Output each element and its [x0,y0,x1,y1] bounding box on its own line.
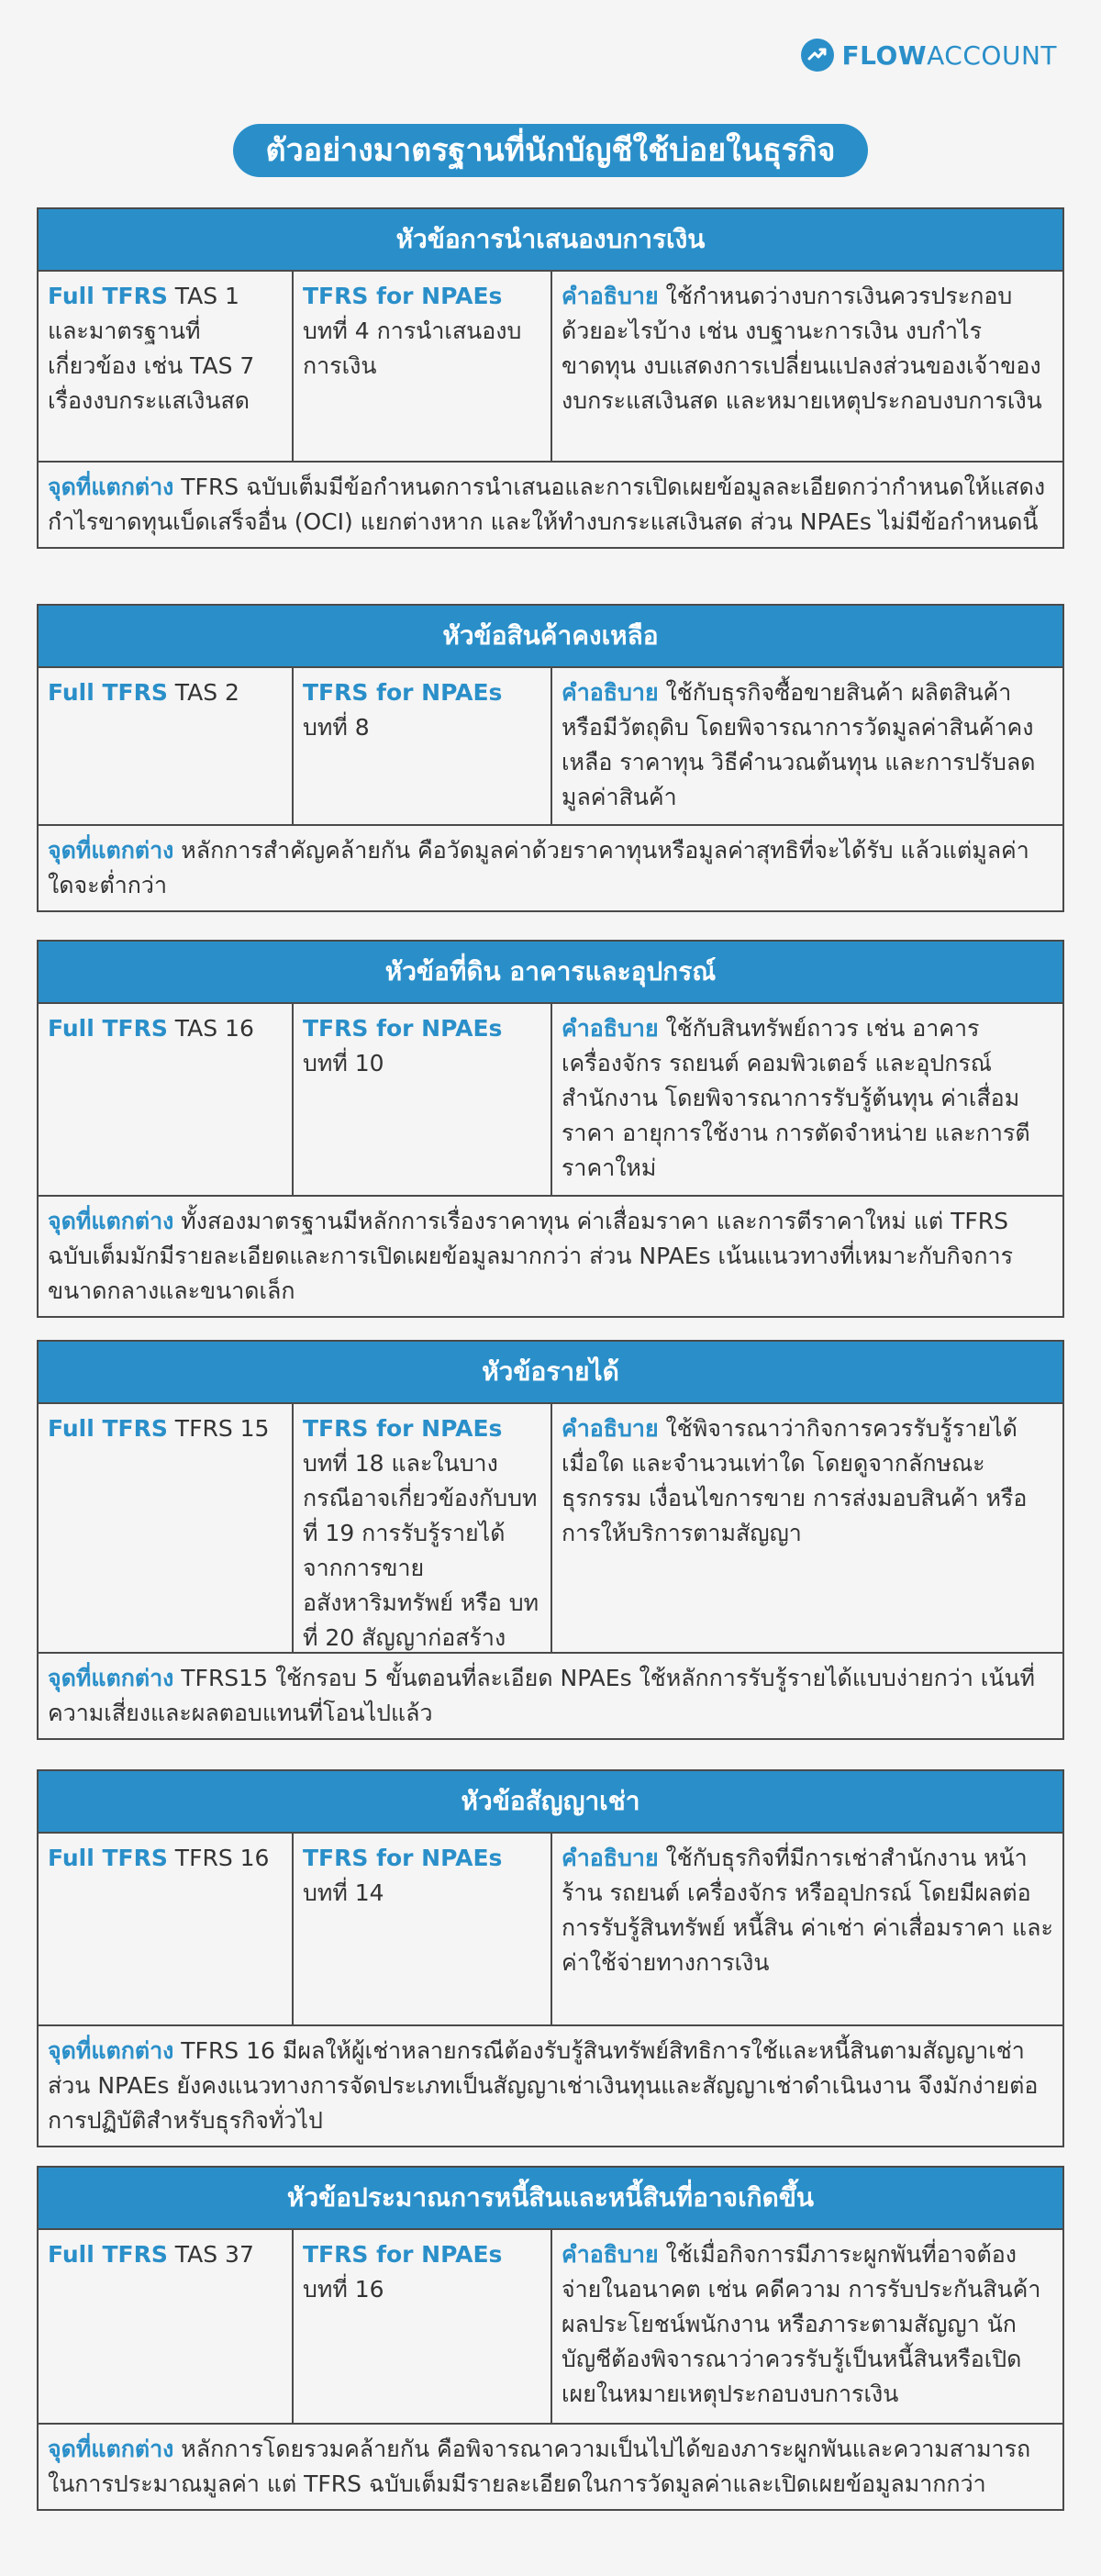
section-heading: หัวข้อที่ดิน อาคารและอุปกรณ์ [39,942,1062,1004]
full-tfrs-cell [39,1404,294,1652]
description-cell [552,1404,1062,1652]
difference-cell [39,1654,1062,1738]
npae-text: บทที่ 10 [303,1050,384,1076]
full-tfrs-text: TFRS 15 [167,1415,270,1442]
difference-text: TFRS ฉบับเต็มมีข้อกำหนดการนำเสนอและการเปิดเผยข้อมูลละเอียดกว่ากำหนดให้แสดงกำไรขาดทุนเบ็ดเสร็จอื่น (OCI) แยกต่างหาก และให้ทำงบกระแสเงินสด ส่วน NPAEs ไม่มีข้อกำหนดนี้ [48,474,1046,535]
full-tfrs-label: Full TFRS [48,1415,168,1442]
description-text: ใช้เมื่อกิจการมีภาระผูกพันที่อาจต้องจ่ายในอนาคต เช่น คดีความ การรับประกันสินค้า ผลประโยชน์พนักงาน หรือภาระตามสัญญา นักบัญชีต้องพิจารณาว่าควรรับรู้เป็นหนี้สินหรือเปิดเผยในหมายเหตุประกอบงบการเงิน [562,2241,1041,2407]
npae-label: TFRS for NPAEs [303,1015,503,1042]
npae-label: TFRS for NPAEs [303,679,503,706]
section-heading: หัวข้อสินค้าคงเหลือ [39,606,1062,668]
description-cell [552,272,1062,461]
npae-cell [294,668,552,824]
full-tfrs-cell [39,1004,294,1195]
difference-text: หลักการโดยรวมคล้ายกัน คือพิจารณาความเป็นไปได้ของภาระผูกพันและความสามารถในการประมาณมูลค่า แต่ TFRS ฉบับเต็มมีรายละเอียดในการวัดมูลค่าและเปิดเผยข้อมูลมากกว่า [48,2436,1031,2497]
full-tfrs-label: Full TFRS [48,2241,168,2268]
full-tfrs-cell [39,1834,294,2024]
section-property-plant-equipment [37,940,1064,1318]
full-tfrs-label: Full TFRS [48,283,168,309]
difference-label: จุดที่แตกต่าง [48,474,174,500]
description-label: คำอธิบาย [562,1845,659,1871]
description-cell [552,2230,1062,2423]
difference-cell [39,1197,1062,1316]
full-tfrs-cell [39,2230,294,2423]
description-label: คำอธิบาย [562,1015,659,1042]
difference-text: TFRS15 ใช้กรอบ 5 ขั้นตอนที่ละเอียด NPAEs ใช้หลักการรับรู้รายได้แบบง่ายกว่า เน้นที่ความเสี่ยงและผลตอบแทนที่โอนไปแล้ว [48,1665,1036,1726]
brand-name: FLOWACCOUNT [841,39,1057,71]
full-tfrs-text: TAS 16 [167,1015,254,1042]
section-provisions-contingent-liabilities [37,2166,1064,2511]
full-tfrs-label: Full TFRS [48,1845,168,1871]
section-heading: หัวข้อสัญญาเช่า [39,1771,1062,1834]
title-wrapper [0,124,1101,177]
description-text: ใช้พิจารณาว่ากิจการควรรับรู้รายได้เมื่อใด และจำนวนเท่าใด โดยดูจากลักษณะธุรกรรม เงื่อนไขการขาย การส่งมอบสินค้า หรือการให้บริการตามสัญญา [562,1415,1028,1546]
full-tfrs-label: Full TFRS [48,679,168,706]
difference-label: จุดที่แตกต่าง [48,1208,174,1234]
full-tfrs-cell [39,668,294,824]
difference-label: จุดที่แตกต่าง [48,2037,174,2064]
difference-text: หลักการสำคัญคล้ายกัน คือวัดมูลค่าด้วยราคาทุนหรือมูลค่าสุทธิที่จะได้รับ แล้วแต่มูลค่าใดจะต่ำกว่า [48,837,1029,898]
npae-text: บทที่ 8 [303,714,370,741]
difference-text: ทั้งสองมาตรฐานมีหลักการเรื่องราคาทุน ค่าเสื่อมราคา และการตีราคาใหม่ แต่ TFRS ฉบับเต็มมักมีรายละเอียดและการเปิดเผยข้อมูลมากกว่า ส่วน NPAEs เน้นแนวทางที่เหมาะกับกิจการขนาดกลางและขนาดเล็ก [48,1208,1014,1304]
full-tfrs-text: TFRS 16 [167,1845,270,1871]
section-inventories [37,604,1064,912]
npae-cell [294,1404,552,1652]
npae-cell [294,1004,552,1195]
npae-label: TFRS for NPAEs [303,2241,503,2268]
full-tfrs-label: Full TFRS [48,1015,168,1042]
description-label: คำอธิบาย [562,283,659,309]
difference-cell [39,2026,1062,2146]
standards-row [39,2230,1062,2425]
difference-cell [39,826,1062,910]
description-label: คำอธิบาย [562,679,659,706]
npae-label: TFRS for NPAEs [303,1415,503,1442]
section-heading: หัวข้อการนำเสนองบการเงิน [39,209,1062,272]
npae-label: TFRS for NPAEs [303,283,503,309]
full-tfrs-text: TAS 2 [167,679,239,706]
section-heading: หัวข้อรายได้ [39,1342,1062,1404]
chart-arrow-icon [801,39,834,72]
difference-label: จุดที่แตกต่าง [48,1665,174,1691]
npae-label: TFRS for NPAEs [303,1845,503,1871]
standards-row [39,1834,1062,2026]
description-label: คำอธิบาย [562,2241,659,2268]
difference-label: จุดที่แตกต่าง [48,2436,174,2462]
description-text: ใช้กับธุรกิจซื้อขายสินค้า ผลิตสินค้า หรือมีวัตถุดิบ โดยพิจารณาการวัดมูลค่าสินค้าคงเหลือ ราคาทุน วิธีคำนวณต้นทุน และการปรับลดมูลค่าสินค้า [562,679,1036,810]
npae-text: บทที่ 18 และในบางกรณีอาจเกี่ยวข้องกับบทที่ 19 การรับรู้รายได้จากการขายอสังหาริมทรัพย์ หรือ บทที่ 20 สัญญาก่อสร้าง [303,1450,539,1651]
description-text: ใช้กำหนดว่างบการเงินควรประกอบด้วยอะไรบ้าง เช่น งบฐานะการเงิน งบกำไรขาดทุน งบแสดงการเปลี่ยนแปลงส่วนของเจ้าของ งบกระแสเงินสด และหมายเหตุประกอบงบการเงิน [562,283,1042,414]
difference-cell [39,2425,1062,2509]
npae-cell [294,2230,552,2423]
description-cell [552,1004,1062,1195]
description-text: ใช้กับสินทรัพย์ถาวร เช่น อาคาร เครื่องจักร รถยนต์ คอมพิวเตอร์ และอุปกรณ์สำนักงาน โดยพิจารณาการรับรู้ต้นทุน ค่าเสื่อมราคา อายุการใช้งาน การตัดจำหน่าย และการตีราคาใหม่ [562,1015,1030,1181]
full-tfrs-text: TAS 37 [167,2241,254,2268]
standards-row [39,1404,1062,1654]
standards-row [39,1004,1062,1197]
difference-text: TFRS 16 มีผลให้ผู้เช่าหลายกรณีต้องรับรู้สินทรัพย์สิทธิการใช้และหนี้สินตามสัญญาเช่า ส่วน NPAEs ยังคงแนวทางการจัดประเภทเป็นสัญญาเช่าเงินทุนและสัญญาเช่าดำเนินงาน จึงมักง่ายต่อการปฏิบัติสำหรับธุรกิจทั่วไป [48,2037,1039,2134]
section-financial-statements [37,207,1064,549]
difference-label: จุดที่แตกต่าง [48,837,174,864]
npae-text: บทที่ 14 [303,1879,384,1906]
description-text: ใช้กับธุรกิจที่มีการเช่าสำนักงาน หน้าร้าน รถยนต์ เครื่องจักร หรืออุปกรณ์ โดยมีผลต่อการรับรู้สินทรัพย์ หนี้สิน ค่าเช่า ค่าเสื่อมราคา และค่าใช้จ่ายทางการเงิน [562,1845,1053,1976]
section-leases [37,1769,1064,2147]
description-cell [552,1834,1062,2024]
description-label: คำอธิบาย [562,1415,659,1442]
npae-text: บทที่ 16 [303,2276,384,2303]
npae-cell [294,1834,552,2024]
description-cell [552,668,1062,824]
full-tfrs-text: TAS 1 และมาตรฐานที่เกี่ยวข้อง เช่น TAS 7 เรื่องงบกระแสเงินสด [48,283,255,414]
npae-text: บทที่ 4 การนำเสนองบการเงิน [303,318,522,379]
flowaccount-logo [801,39,1057,72]
page-title: ตัวอย่างมาตรฐานที่นักบัญชีใช้บ่อยในธุรกิจ [233,124,869,177]
difference-cell [39,463,1062,547]
npae-cell [294,272,552,461]
full-tfrs-cell [39,272,294,461]
section-revenue [37,1340,1064,1740]
standards-row [39,668,1062,826]
standards-row [39,272,1062,463]
section-heading: หัวข้อประมาณการหนี้สินและหนี้สินที่อาจเกิดขึ้น [39,2168,1062,2230]
